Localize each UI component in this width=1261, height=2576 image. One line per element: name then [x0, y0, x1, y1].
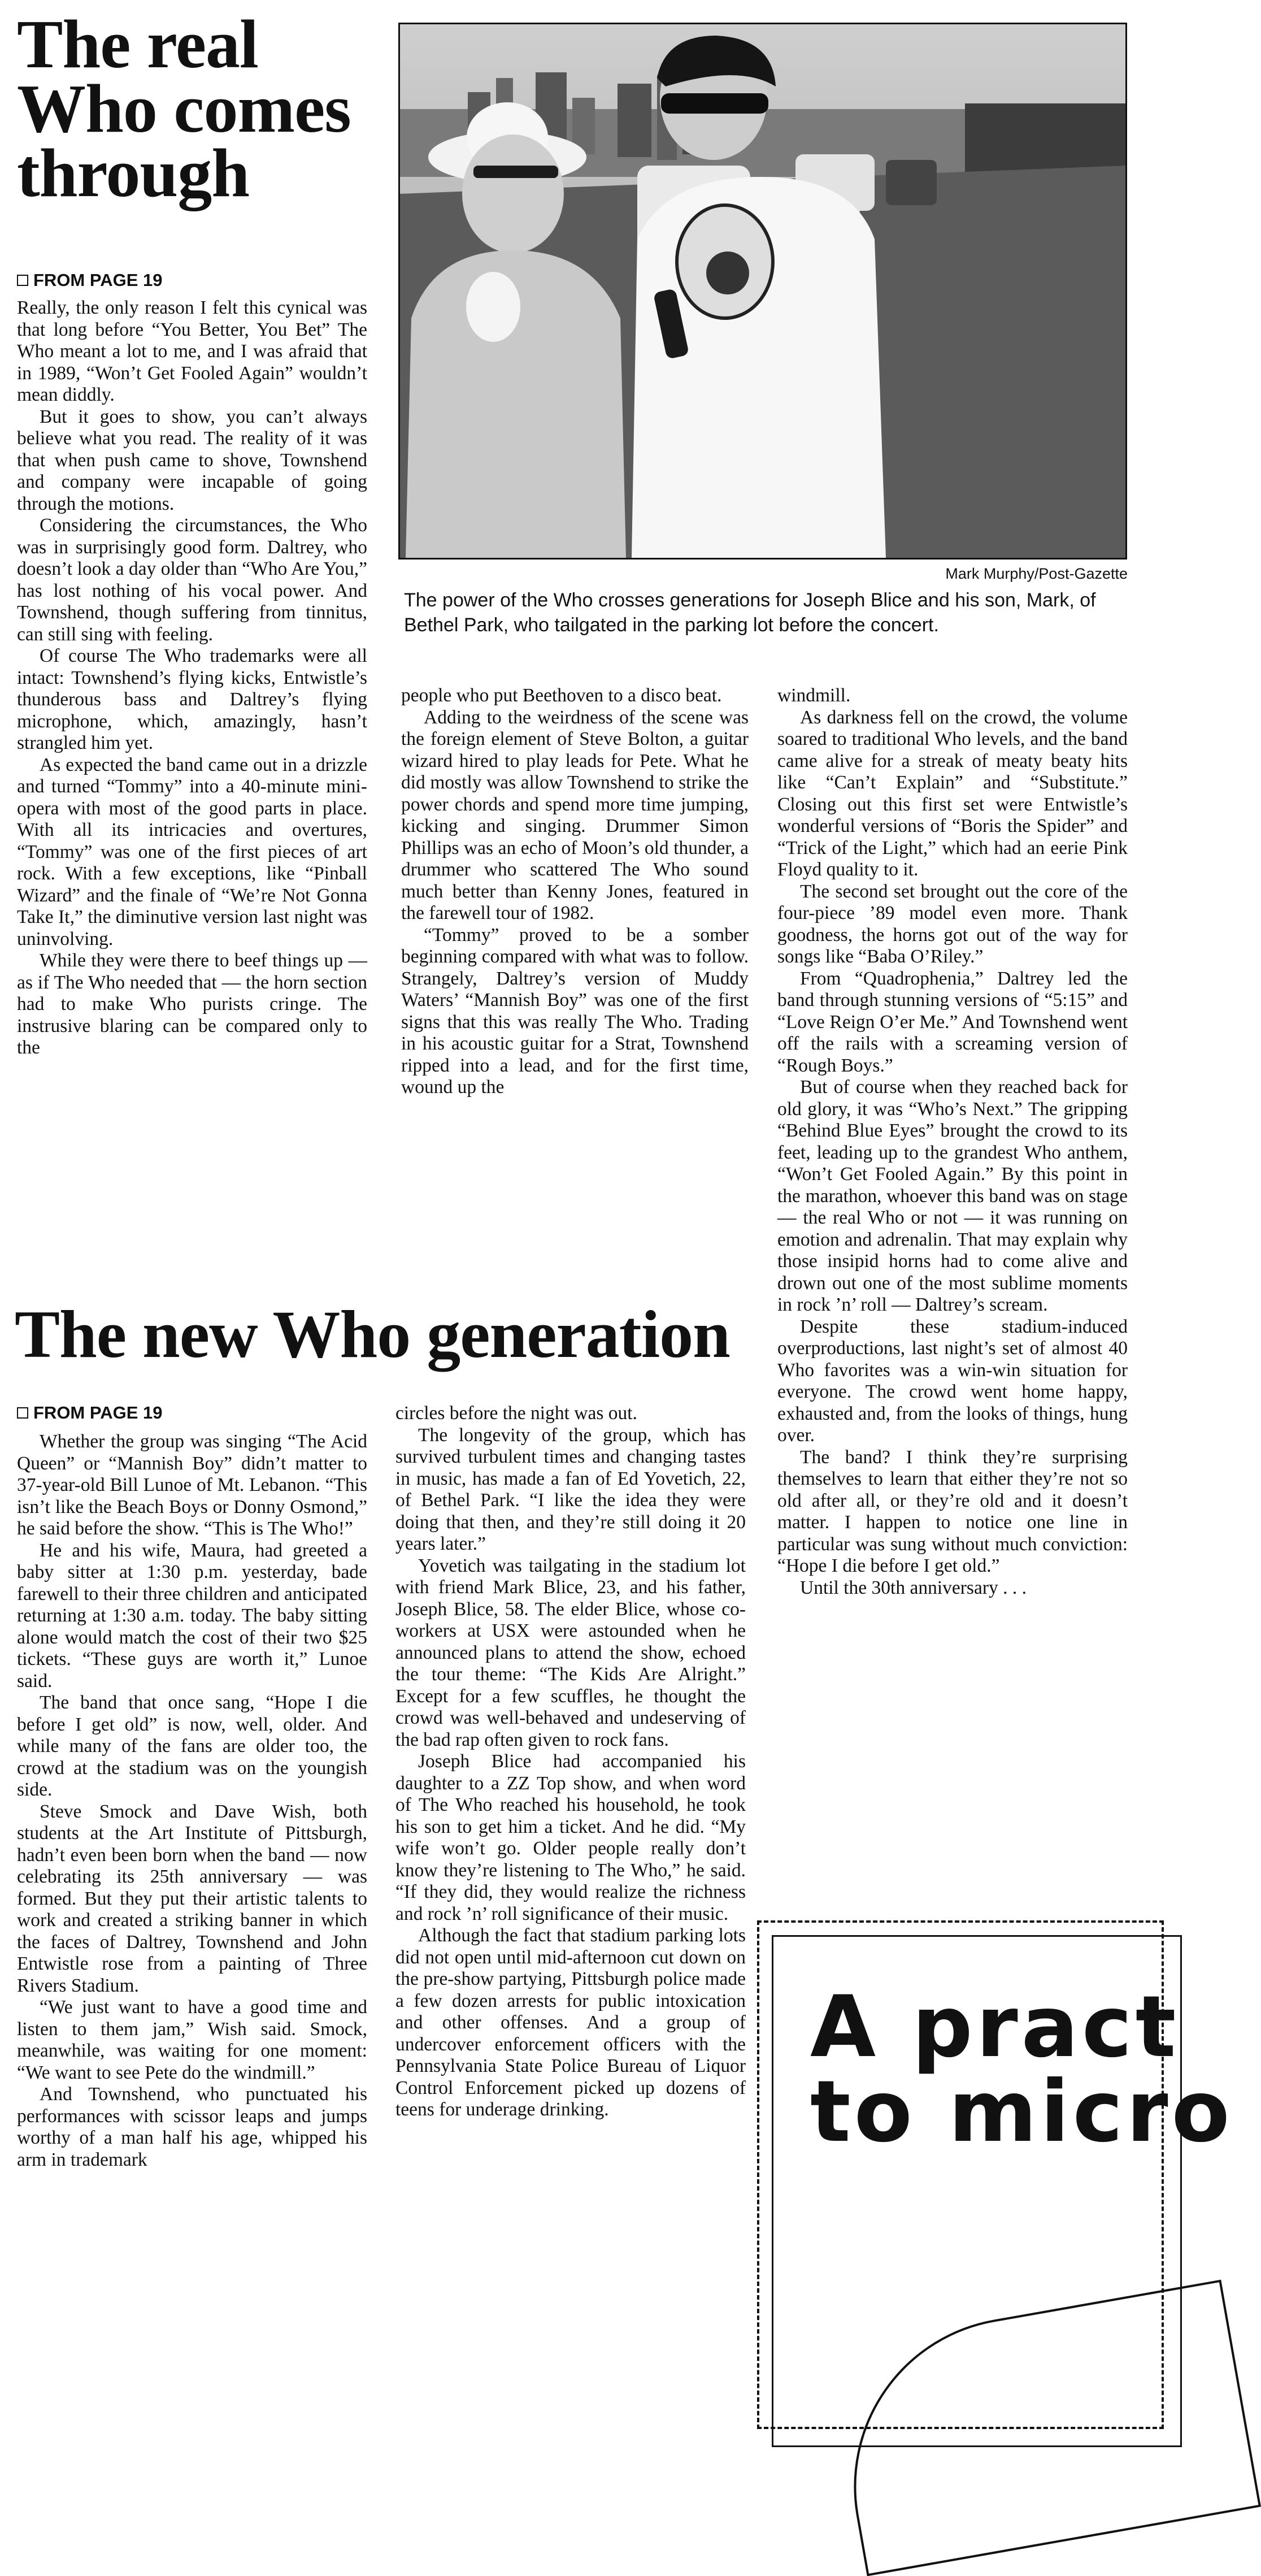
paragraph: Steve Smock and Dave Wish, both students at the Art Institute of Pittsburgh, hadn’t even been born when the band — now celebrating its 25th anniversary — was formed. But they put their artistic talents to work and created a striking banner in which the faces of Daltrey, Townshend and John Entwistle rose from a painting of Three Rivers Stadium. — [17, 1801, 367, 1996]
paragraph: The second set brought out the core of the four-piece ’89 model even more. Thank goodness, the horns got out of the way for songs like “Baba O’Riley.” — [777, 881, 1128, 967]
paragraph: The band that once sang, “Hope I die before I get old” is now, well, older. And while many of the fans are older too, the crowd at the stadium was on the youngish side. — [17, 1692, 367, 1800]
jump-kicker-label: FROM PAGE 19 — [33, 270, 163, 290]
paragraph: Whether the group was singing “The Acid Queen” or “Mannish Boy” didn’t matter to 37-year-old Bill Lunoe of Mt. Lebanon. “This isn’t like the Beach Boys or Donny Osmond,” he said before the show. “This is The Who!” — [17, 1431, 367, 1539]
advertisement — [757, 1920, 1233, 2429]
paragraph: Despite these stadium-induced overproductions, last night’s set of almost 40 Who favorites was a win-win situation for everyone. The crowd went home happy, exhausted and, from the looks of things, hung over. — [777, 1316, 1128, 1446]
paragraph: “We just want to have a good time and listen to them jam,” Wish said. Smock, meanwhile, was waiting for one moment: “We want to see Pete do the windmill.” — [17, 1997, 367, 2083]
story1-column-3 — [777, 685, 1128, 1599]
paragraph: people who put Beethoven to a disco beat. — [401, 685, 722, 706]
paragraph: Considering the circumstances, the Who was in surprisingly good form. Daltrey, who doesn’t look a day older than “Who Are You,” has lost nothing of his vocal power. And Townshend, though suffering from tinnitus, can still sing with feeling. — [17, 515, 367, 645]
paragraph: windmill. — [777, 685, 851, 706]
photo-credit: Mark Murphy/Post-Gazette — [945, 565, 1128, 582]
headline-new-who-generation: The new Who generation — [15, 1296, 730, 1372]
paragraph: circles before the night was out. — [395, 1403, 637, 1424]
jump-kicker-label: FROM PAGE 19 — [33, 1403, 163, 1423]
checkbox-square-icon — [17, 1407, 28, 1419]
paragraph: Joseph Blice had accompanied his daughter to a ZZ Top show, and when word of The Who reached his household, he took his son to get him a ticket. And he did. “My wife won’t go. Older people really don’t know they’re listening to The Who,” he said. “If they did, they would realize the richness and rock ’n’ roll significance of their music. — [395, 1751, 746, 1924]
story1-column-1 — [17, 297, 367, 1059]
paragraph: Adding to the weirdness of the scene was the foreign element of Steve Bolton, a guitar wizard hired to play leads for Pete. What he did mostly was allow Townshend to strike the power chords and spend more time jumping, kicking and singing. Drummer Simon Phillips was an echo of Moon’s old thunder, a drummer who scattered The Who sound much better than Kenny Jones, featured in the farewell tour of 1982. — [401, 706, 749, 923]
paragraph: But of course when they reached back for old glory, it was “Who’s Next.” The gripping “Behind Blue Eyes” brought the crowd to its feet, leading up to the grandest Who anthem, “Won’t Get Fooled Again.” By this point in the marathon, whoever this band was on stage — the real Who or not — it was running on emotion and adrenalin. That may explain why those insipid horns had to come alive and drown out one of the most sublime moments in rock ’n’ roll — Daltrey’s scream. — [777, 1077, 1128, 1315]
story2-column-2 — [395, 1403, 746, 2121]
headline-real-who: The real Who comes through — [17, 6, 351, 211]
jump-kicker — [17, 1402, 163, 1424]
ad-headline-line-1: A pract — [810, 1978, 1180, 2076]
story1-column-2 — [401, 685, 749, 1099]
ad-headline-line-2: to micro — [810, 2063, 1233, 2161]
paragraph: Yovetich was tailgating in the stadium lot with friend Mark Blice, 23, and his father, Joseph Blice, 58. The elder Blice, whose co-workers at USX were astounded when he announced plans to attend the show, echoed the tour theme: “The Kids Are Alright.” Except for a few scuffles, he thought the crowd was well-behaved and undeserving of the bad rap often given to rock fans. — [395, 1555, 746, 1750]
paragraph: The longevity of the group, which has survived turbulent times and changing tastes in music, has made a fan of Ed Yovetich, 22, of Bethel Park. “I like the idea they were doing that then, and they’re still doing it 20 years later.” — [395, 1424, 746, 1554]
paragraph: And Townshend, who punctuated his performances with scissor leaps and jumps worthy of a man half his age, whipped his arm in trademark — [17, 2084, 367, 2170]
paragraph: While they were there to beef things up — as if The Who needed that — the horn section had to make Who purists cringe. The instrusive blaring can be compared only to the — [17, 950, 367, 1058]
paragraph: “Tommy” proved to be a somber beginning compared with what was to follow. Strangely, Daltrey’s version of Muddy Waters’ “Mannish Boy” was one of the first signs that this was really The Who. Trading in his acoustic guitar for a Strat, Townshend ripped into a lead, and for the first time, wound up the — [401, 924, 749, 1098]
checkbox-square-icon — [17, 275, 28, 286]
paragraph: As expected the band came out in a drizzle and turned “Tommy” into a 40-minute mini-opera with most of the good parts in place. With all its intricacies and overtures, “Tommy” was one of the first pieces of art rock. With a few exceptions, like “Pinball Wizard” and the finale of “We’re Not Gonna Take It,” the diminutive version last night was uninvolving. — [17, 754, 367, 949]
paragraph: Although the fact that stadium parking lots did not open until mid-afternoon cut down on the pre-show partying, Pittsburgh police made a few dozen arrests for public intoxication and other offenses. And a group of undercover enforcement officers with the Pennsylvania State Police Bureau of Liquor Control Enforcement picked up dozens of teens for underage drinking. — [395, 1925, 746, 2120]
paragraph: Of course The Who trademarks were all intact: Townshend’s flying kicks, Entwistle’s thunderous bass and Daltrey’s flying microphone, which, amazingly, hasn’t strangled him yet. — [17, 645, 367, 753]
paragraph: As darkness fell on the crowd, the volume soared to traditional Who levels, and the band came alive for a streak of meaty beaty hits like “Can’t Explain” and “Substitute.” Closing out this first set were Entwistle’s wonderful versions of “Boris the Spider” and “Trick of the Light,” which had an eerie Pink Floyd quality to it. — [777, 706, 1128, 880]
paragraph: But it goes to show, you can’t always believe what you read. The reality of it was that when push came to shove, Townshend and company were incapable of going through the motions. — [17, 406, 367, 514]
photo-caption: The power of the Who crosses generations for Joseph Blice and his son, Mark, of Bethel Park, who tailgated in the parking lot before the concert. — [404, 589, 1096, 636]
paragraph: From “Quadrophenia,” Daltrey led the band through stunning versions of “5:15” and “Love Reign O’er Me.” And Townshend went off the rails with a screaming version of “Rough Boys.” — [777, 968, 1128, 1076]
concert-tailgate-photo — [398, 23, 1127, 560]
story2-column-1 — [17, 1431, 367, 2171]
paragraph: He and his wife, Maura, had greeted a baby sitter at 1:30 p.m. yesterday, bade farewell to their three children and anticipated returning at 1:30 a.m. today. The baby sitting alone would match the cost of their two $25 tickets. “These guys are worth it,” Lunoe said. — [17, 1539, 367, 1692]
photo-illustration — [400, 24, 1125, 558]
paragraph: The band? I think they’re surprising themselves to learn that either they’re not so old after all, or they’re old and it doesn’t matter. I happen to notice one line in particular was sung without much conviction: “Hope I die before I get old.” — [777, 1446, 1128, 1576]
paragraph: Until the 30th anniversary . . . — [800, 1577, 1027, 1598]
paragraph: Really, the only reason I felt this cynical was that long before “You Better, You Bet” The Who meant a lot to me, and I was afraid that in 1989, “Won’t Get Fooled Again” wouldn’t mean diddly. — [17, 297, 367, 405]
jump-kicker — [17, 269, 163, 292]
